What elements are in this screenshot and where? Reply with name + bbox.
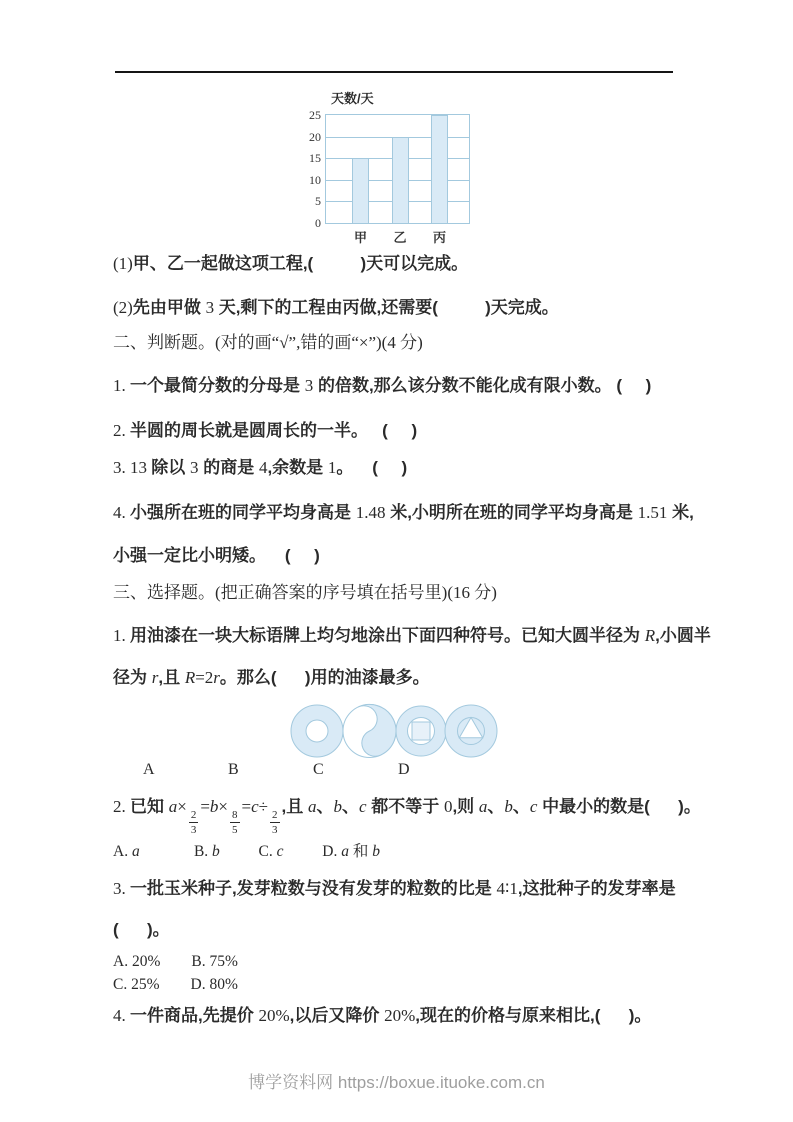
choice-q3-line1: 3. 一批玉米种子,发芽粒数与没有发芽的粒数的比是 4∶1,这批种子的发芽率是 bbox=[113, 879, 676, 898]
judge-q2: 2. 半圆的周长就是圆周长的一半。 ( ) bbox=[113, 421, 418, 440]
choice-q1-line1: 1. 用油漆在一块大标语牌上均匀地涂出下面四种符号。已知大圆半径为 R,小圆半 bbox=[113, 626, 711, 645]
square-in-circle-symbol-icon bbox=[396, 706, 446, 756]
chart-bar-乙 bbox=[392, 137, 409, 223]
fraction: $\frac{2}{3}$ bbox=[190, 809, 197, 837]
choice-q4-line: 4. 一件商品,先提价 20%,以后又降价 20%,现在的价格与原来相比,( )。 bbox=[113, 1006, 652, 1025]
work-days-bar-chart bbox=[300, 86, 510, 246]
symbol-label-b: B bbox=[228, 761, 239, 778]
symbol-label-a: A bbox=[143, 761, 155, 778]
y-axis-tick-label: 20 bbox=[309, 129, 321, 144]
judge-q1: 1. 一个最简分数的分母是 3 的倍数,那么该分数不能化成有限小数。 ( ) bbox=[113, 376, 652, 395]
choice-q3-line2: ( )。 bbox=[113, 920, 170, 939]
x-axis-category-label: 乙 bbox=[393, 230, 407, 245]
paint-symbols-figure bbox=[290, 697, 500, 767]
fill-blank-q1: (1)甲、乙一起做这项工程,( )天可以完成。 bbox=[113, 254, 469, 273]
fill-blank-q2: (2)先由甲做 3 天,剩下的工程由丙做,还需要( )天完成。 bbox=[113, 298, 559, 317]
choice-q3-options-row1: A. 20% B. 75% bbox=[113, 953, 238, 970]
choice-q2-line: 2. 已知 a× $\frac{2}{3}$ =b× $\frac{8}{5}$ =c÷ $\frac{2}{3}$ ,且 a、b、c 都不等于 0,则 a、b、c 中最小的数是( )。 bbox=[113, 797, 701, 837]
top-divider bbox=[115, 71, 673, 73]
y-axis-tick-label: 10 bbox=[309, 172, 321, 187]
choice-q2-options: A. a B. b C. c D. a 和 b bbox=[113, 843, 380, 860]
choice-q3-options-row2: C. 25% D. 80% bbox=[113, 976, 238, 993]
chart-bar-丙 bbox=[431, 115, 448, 223]
judge-q4-line2: 小强一定比小明矮。 ( ) bbox=[113, 546, 320, 565]
judge-q4-line1: 4. 小强所在班的同学平均身高是 1.48 米,小明所在班的同学平均身高是 1.51 米, bbox=[113, 503, 694, 522]
chart-plot-area bbox=[309, 108, 470, 245]
x-axis-category-label: 丙 bbox=[432, 230, 446, 245]
symbol-label-d: D bbox=[398, 761, 410, 778]
chart-bar-甲 bbox=[352, 158, 369, 223]
fraction: $\frac{8}{5}$ bbox=[232, 809, 238, 837]
choice-q1-line2: 径为 r,且 R=2r。那么( )用的油漆最多。 bbox=[113, 668, 430, 687]
section2-header: 二、判断题。(对的画“√”,错的画“×”)(4 分) bbox=[113, 333, 423, 352]
x-axis-category-label: 甲 bbox=[353, 230, 367, 245]
section3-header: 三、选择题。(把正确答案的序号填在括号里)(16 分) bbox=[113, 583, 497, 602]
yin-yang-symbol-icon bbox=[343, 697, 405, 761]
y-axis-tick-label: 15 bbox=[309, 151, 321, 166]
fraction: $\frac{2}{3}$ bbox=[272, 809, 278, 837]
y-axis-tick-label: 0 bbox=[315, 216, 321, 230]
symbol-label-c: C bbox=[313, 761, 324, 778]
triangle-in-circle-symbol-icon bbox=[445, 705, 497, 757]
annulus-symbol-icon bbox=[291, 705, 343, 757]
chart-y-axis-title: 天数/天 bbox=[331, 91, 374, 106]
y-axis-tick-label: 25 bbox=[309, 108, 321, 122]
watermark-footer: 博学资料网 https://boxue.ituoke.com.cn bbox=[248, 1073, 545, 1092]
judge-q3: 3. 13 除以 3 的商是 4,余数是 1。 ( ) bbox=[113, 458, 408, 477]
y-axis-tick-label: 5 bbox=[315, 194, 321, 209]
